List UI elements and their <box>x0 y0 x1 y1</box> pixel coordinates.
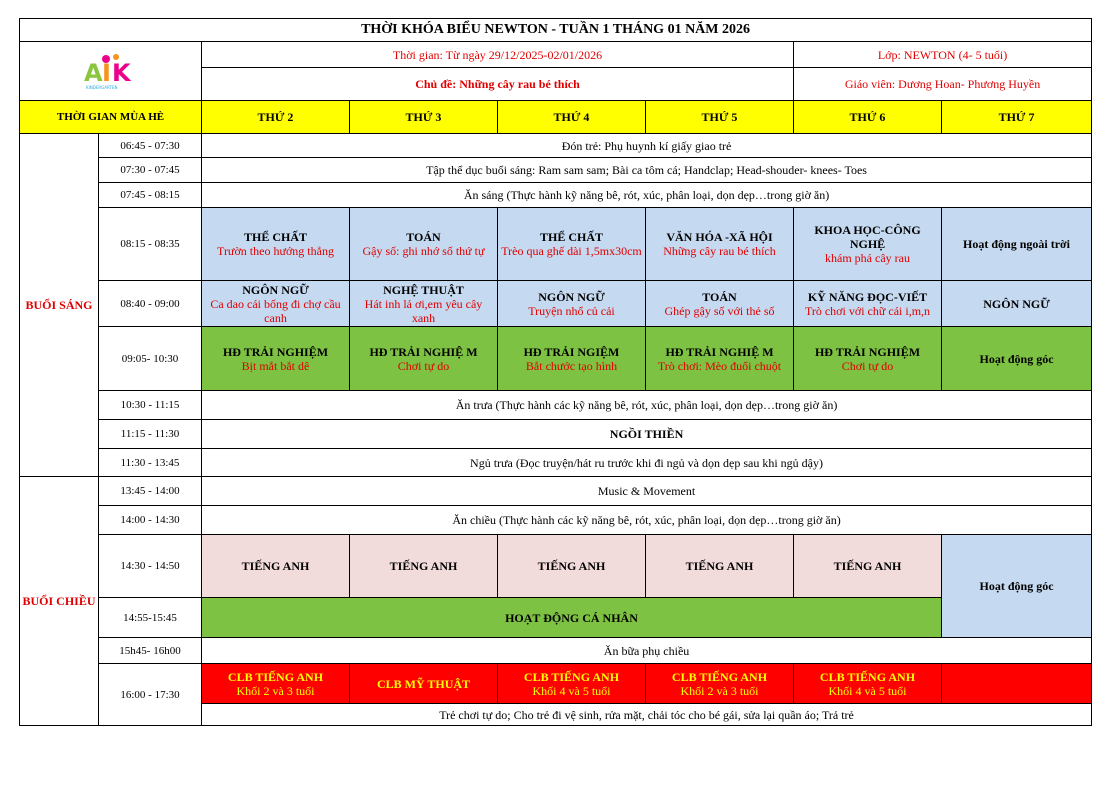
lesson: khám phá cây rau <box>825 251 910 265</box>
activity-cell <box>350 281 498 327</box>
lesson: Bịt mắt bắt dê <box>241 358 310 373</box>
timetable <box>19 18 1092 726</box>
activity-cell <box>646 664 794 704</box>
club-group: Khối 4 và 5 tuổi <box>532 683 611 698</box>
activity-cell: TIẾNG ANH <box>794 535 942 598</box>
activity-cell: NGÔN NGỮ <box>942 281 1092 327</box>
subject: VĂN HÓA -XÃ HỘI <box>666 230 773 244</box>
lesson: Hát inh lả ơi,em yêu cây xanh <box>364 296 483 325</box>
svg-text:K: K <box>111 59 131 87</box>
schedule-row <box>20 183 1092 208</box>
schedule-row <box>20 638 1092 664</box>
schedule-row <box>20 391 1092 420</box>
lesson: Trò chơi: Mèo đuổi chuột <box>657 358 782 373</box>
schedule-row <box>20 477 1092 506</box>
activity-cell <box>498 208 646 281</box>
activity: Đón trẻ: Phụ huynh kí giấy giao trẻ <box>202 134 1092 158</box>
lesson: Ghép gậy số với thẻ số <box>664 303 775 318</box>
activity-cell <box>498 281 646 327</box>
activity-cell <box>202 327 350 391</box>
activity-cell: Hoạt động góc <box>942 535 1092 638</box>
schedule-row <box>20 327 1092 391</box>
subject: TOÁN <box>406 230 441 244</box>
subject: KHOA HỌC-CÔNG NGHỆ <box>814 223 921 251</box>
time-slot: 14:00 - 14:30 <box>99 506 202 535</box>
time-slot: 08:15 - 08:35 <box>99 208 202 281</box>
schedule-row <box>20 208 1092 281</box>
activity-cell: Hoạt động ngoài trời <box>942 208 1092 281</box>
schedule-row <box>20 506 1092 535</box>
schedule-row <box>20 134 1092 158</box>
subject: HĐ TRẢI NGHIỆM <box>814 344 921 359</box>
club-name: CLB TIẾNG ANH <box>819 669 916 684</box>
aik-logo-icon <box>76 51 146 91</box>
schedule-row <box>20 158 1092 183</box>
activity-cell <box>202 664 350 704</box>
day-header: THỨ 6 <box>794 101 942 134</box>
lesson: Trèo qua ghế dài 1,5mx30cm <box>501 244 642 258</box>
subject: NGHỆ THUẬT <box>383 282 464 297</box>
club-name: CLB TIẾNG ANH <box>671 669 768 684</box>
schedule-row <box>20 598 1092 638</box>
time-slot: 16:00 - 17:30 <box>99 664 202 726</box>
activity-cell <box>794 664 942 704</box>
svg-text:A: A <box>83 59 103 87</box>
club-group: Khối 2 và 3 tuổi <box>236 683 315 698</box>
activity: Ăn sáng (Thực hành kỹ năng bê, rót, xúc, phân loại, dọn dẹp…trong giờ ăn) <box>202 183 1092 208</box>
time-slot: 06:45 - 07:30 <box>99 134 202 158</box>
svg-text:I: I <box>101 59 111 87</box>
schedule-row <box>20 420 1092 449</box>
session-afternoon: BUỔI CHIỀU <box>20 477 99 726</box>
season-header: THỜI GIAN MÙA HÈ <box>20 101 202 134</box>
activity-cell <box>646 327 794 391</box>
activity-cell <box>942 664 1092 704</box>
lesson: Trườn theo hướng thẳng <box>217 244 334 258</box>
subject: HĐ TRẢI NGHIỆ M <box>665 344 774 359</box>
subject: TOÁN <box>702 289 737 304</box>
activity-cell: Hoạt động góc <box>942 327 1092 391</box>
lesson: Chơi tự do <box>397 358 450 373</box>
activity-cell <box>498 327 646 391</box>
day-header: THỨ 4 <box>498 101 646 134</box>
activity: NGỒI THIỀN <box>202 420 1092 449</box>
club-group: Khối 2 và 3 tuổi <box>680 683 759 698</box>
subject: HĐ TRẢI NGIỆM <box>523 344 620 359</box>
activity-cell <box>202 281 350 327</box>
theme: Chủ đề: Những cây rau bé thích <box>202 68 794 101</box>
activity-cell: CLB MỸ THUẬT <box>350 664 498 704</box>
time-slot: 13:45 - 14:00 <box>99 477 202 506</box>
activity-cell <box>646 281 794 327</box>
club-name: CLB TIẾNG ANH <box>227 669 324 684</box>
time-slot: 11:15 - 11:30 <box>99 420 202 449</box>
activity: Tập thể dục buổi sáng: Ram sam sam; Bài ca tôm cá; Handclap; Head-shouder- knees- Toes <box>202 158 1092 183</box>
time-slot: 07:45 - 08:15 <box>99 183 202 208</box>
subject: HĐ TRẢI NGHIỆ M <box>369 344 478 359</box>
subject: HĐ TRẢI NGHIỆM <box>222 344 329 359</box>
day-header: THỨ 7 <box>942 101 1092 134</box>
time-slot: 09:05- 10:30 <box>99 327 202 391</box>
time-slot: 11:30 - 13:45 <box>99 449 202 477</box>
activity-cell <box>350 208 498 281</box>
class-name: Lớp: NEWTON (4- 5 tuổi) <box>794 42 1092 68</box>
time-slot: 08:40 - 09:00 <box>99 281 202 327</box>
club-name: CLB TIẾNG ANH <box>523 669 620 684</box>
time-slot: 10:30 - 11:15 <box>99 391 202 420</box>
lesson: Truyện nhổ củ cải <box>528 303 615 318</box>
time-slot: 15h45- 16h00 <box>99 638 202 664</box>
subject: THỂ CHẤT <box>539 230 603 244</box>
schedule-row <box>20 449 1092 477</box>
lesson: Gậy số: ghi nhớ số thứ tự <box>362 244 485 258</box>
activity: Trẻ chơi tự do; Cho trẻ đi vệ sinh, rửa mặt, chải tóc cho bé gái, sửa lại quần áo; Trả trẻ <box>202 704 1092 726</box>
svg-text:KINDERGARTEN: KINDERGARTEN <box>85 85 117 90</box>
activity-cell <box>202 208 350 281</box>
activity: Ăn chiều (Thực hành các kỹ năng bê, rót, xúc, phân loại, dọn dẹp…trong giờ ăn) <box>202 506 1092 535</box>
lesson: Những cây rau bé thích <box>663 244 776 258</box>
activity-cell <box>498 664 646 704</box>
time-slot: 07:30 - 07:45 <box>99 158 202 183</box>
teacher: Giáo viên: Dương Hoan- Phương Huyền <box>794 68 1092 101</box>
subject: NGÔN NGỮ <box>242 282 309 297</box>
subject: NGÔN NGỮ <box>538 289 605 304</box>
day-header: THỨ 3 <box>350 101 498 134</box>
schedule-row <box>20 664 1092 704</box>
subject: KỸ NĂNG ĐỌC-VIẾT <box>807 289 928 304</box>
time-slot: 14:55-15:45 <box>99 598 202 638</box>
activity: Ăn bữa phụ chiều <box>202 638 1092 664</box>
club-group: Khối 4 và 5 tuổi <box>828 683 907 698</box>
session-morning: BUỔI SÁNG <box>20 134 99 477</box>
schedule-row <box>20 535 1092 598</box>
activity-cell: TIẾNG ANH <box>350 535 498 598</box>
activity-cell <box>794 281 942 327</box>
lesson: Bắt chước tạo hình <box>525 358 618 373</box>
activity-cell: TIẾNG ANH <box>646 535 794 598</box>
time-range: Thời gian: Từ ngày 29/12/2025-02/01/2026 <box>202 42 794 68</box>
school-logo <box>20 42 202 101</box>
activity-cell <box>646 208 794 281</box>
activity-cell <box>350 327 498 391</box>
header-row <box>20 101 1092 134</box>
activity: Music & Movement <box>202 477 1092 506</box>
activity: Ngủ trưa (Đọc truyện/hát ru trước khi đi ngủ và dọn dẹp sau khi ngủ dậy) <box>202 449 1092 477</box>
activity-cell <box>794 327 942 391</box>
day-header: THỨ 5 <box>646 101 794 134</box>
lesson: Ca dao cái bống đi chợ cầu canh <box>210 296 341 325</box>
subject: THỂ CHẤT <box>243 230 307 244</box>
activity: HOẠT ĐỘNG CÁ NHÂN <box>202 598 942 638</box>
activity: Ăn trưa (Thực hành các kỹ năng bê, rót, xúc, phân loại, dọn dẹp…trong giờ ăn) <box>202 391 1092 420</box>
time-slot: 14:30 - 14:50 <box>99 535 202 598</box>
day-header: THỨ 2 <box>202 101 350 134</box>
activity-cell: TIẾNG ANH <box>498 535 646 598</box>
schedule-row <box>20 281 1092 327</box>
lesson: Chơi tự do <box>841 358 894 373</box>
activity-cell: TIẾNG ANH <box>202 535 350 598</box>
page-title: THỜI KHÓA BIỂU NEWTON - TUẦN 1 THÁNG 01 NĂM 2026 <box>20 19 1092 42</box>
activity-cell <box>794 208 942 281</box>
lesson: Trò chơi với chữ cái i,m,n <box>804 303 931 318</box>
